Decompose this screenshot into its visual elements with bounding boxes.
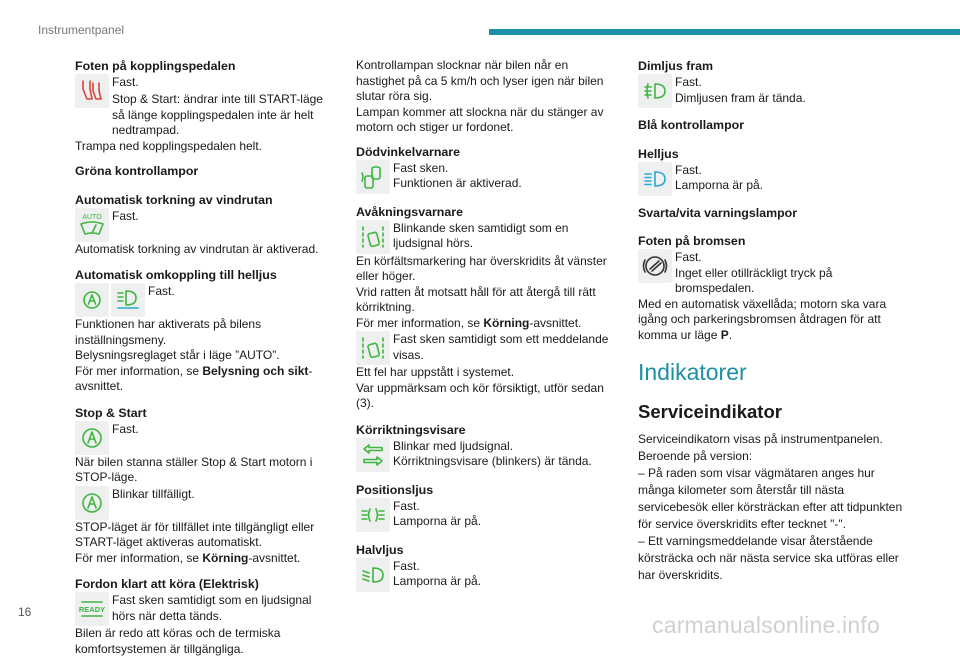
stop-start-a-line2: När bilen stanna ställer Stop & Start motorn i STOP-läge. [75, 454, 313, 484]
heading-service-indicator: Serviceindikator [638, 401, 782, 422]
stop-start-b-line1: Blinkar tillfälligt. [112, 486, 195, 501]
stop-start-ref: För mer information, se Körning-avsnittet. [75, 550, 301, 565]
ready-line1: Fast sken samtidigt som en ljudsignal hörs när detta tänds. [112, 593, 312, 623]
entry-clutch [75, 58, 337, 154]
lane-alert-b-line2: Ett fel har uppstått i systemet. [356, 365, 515, 379]
ready-badge: READY [78, 605, 106, 614]
position-lights-line2: Lamporna är på. [393, 514, 482, 528]
lane-departure-icon [356, 220, 390, 254]
turn-signals-line2: Körriktningsvisare (blinkers) är tända. [393, 454, 592, 468]
entry-brake-pedal [638, 233, 908, 343]
column-2 [356, 58, 618, 602]
auto-beam-icons [75, 283, 145, 317]
heading-high-beam: Helljus [638, 146, 679, 161]
col2-intro-1: Kontrollampan slocknar när bilen når en hastighet på ca 5 km/h och lyser igen när bilen slutar röra sig. [356, 58, 604, 103]
lane-alert-a-line2: En körfältsmarkering har överskridits åt vänster eller höger. [356, 253, 607, 283]
auto-wiper-icon [75, 208, 109, 242]
entry-wiper [75, 192, 337, 258]
heading-green-lamps: Gröna kontrollampor [75, 164, 199, 178]
position-lights-icon [356, 498, 390, 532]
heading-turn-signals: Körriktningsvisare [356, 422, 466, 437]
front-fog-line1: Fast. [675, 75, 702, 89]
brake-pedal-line3: Med en automatisk växellåda; motorn ska vara igång och parkeringsbromsen åtdragen för att komma ur läge P. [638, 296, 887, 342]
auto-beam-ref: För mer information, se Belysning och sikt-avsnittet. [75, 363, 313, 393]
blind-spot-line2: Funktionen är aktiverad. [393, 176, 522, 190]
high-beam-line1: Fast. [675, 162, 702, 177]
dipped-beam-icon [356, 558, 390, 592]
stop-start-a-line1: Fast. [112, 421, 139, 436]
entry-lane-alert [356, 204, 618, 412]
heading-blue-lamps: Blå kontrollampor [638, 118, 745, 132]
auto-beam-line2: Funktionen har aktiverats på bilens inställningsmeny. [75, 317, 262, 347]
service-para-1: Serviceindikatorn visas på instrumentpanelen. [638, 432, 883, 446]
auto-beam-a-icon [75, 283, 109, 317]
page-number: 16 [18, 605, 32, 619]
auto-beam-line3: Belysningsreglaget står i läge ”AUTO”. [75, 348, 280, 362]
blind-spot-icon [356, 160, 390, 194]
blind-spot-line1: Fast sken. [393, 160, 449, 175]
brake-pedal-line1: Fast. [675, 250, 702, 264]
lane-departure-fault-icon [356, 331, 390, 365]
page-header-title: Instrumentpanel [38, 23, 125, 37]
ready-icon [75, 592, 109, 626]
heading-blind-spot: Dödvinkelvarnare [356, 144, 460, 159]
entry-ready [75, 576, 337, 657]
ready-line2: Bilen är redo att köras och de termiska komfortsystemen är tillgängliga. [75, 626, 281, 656]
lane-alert-b-line3: Var uppmärksam och kör försiktigt, utför sedan (3). [356, 380, 604, 410]
heading-brake-pedal: Foten på bromsen [638, 234, 746, 248]
front-fog-line2: Dimljusen fram är tända. [675, 90, 806, 105]
header-accent-bar [489, 29, 960, 35]
lane-alert-b-line1: Fast sken samtidigt som ett meddelande visas. [393, 332, 609, 362]
entry-stop-start [75, 405, 337, 567]
entry-dipped-beam [356, 542, 618, 592]
lane-alert-a-line1: Blinkande sken samtidigt som en ljudsignal hörs. [393, 220, 569, 250]
wiper-line1: Fast. [112, 208, 139, 223]
entry-blind-spot [356, 144, 618, 194]
clutch-line3: Trampa ned kopplingspedalen helt. [75, 138, 263, 153]
service-para-4: – Ett varningsmeddelande visar återstående körsträcka och när nästa service ska utföras eller har överskridits. [638, 534, 899, 582]
lane-alert-ref: För mer information, se Körning-avsnittet. [356, 315, 582, 330]
service-para-2: Beroende på version: [638, 449, 753, 463]
high-beam-icon [638, 162, 672, 196]
lane-alert-a-line3: Vrid ratten åt motsatt håll för att återgå till rätt körriktning. [356, 284, 596, 314]
dipped-beam-line1: Fast. [393, 558, 420, 573]
heading-auto-beam: Automatisk omkoppling till helljus [75, 268, 277, 282]
heading-lane-alert: Avåkningsvarnare [356, 204, 463, 219]
watermark: carmanualsonline.info [652, 612, 880, 638]
stop-start-blink-icon [75, 486, 109, 520]
heading-bw-lamps: Svarta/vita varningslampor [638, 205, 798, 220]
entry-front-fog [638, 58, 908, 108]
col2-intro-2: Lampan kommer att slockna när du stänger av motorn och stiger ur fordonet. [356, 104, 604, 134]
clutch-pedal-icon [75, 74, 109, 108]
entry-turn-signals [356, 422, 618, 472]
service-para-3: – På raden som visar vägmätaren anges hur många kilometer som återstår till nästa servicebesök eller körsträckan efter att tidpunkten för service överskridits efter tecknet "-". [638, 466, 903, 531]
brake-pedal-line2: Inget eller otillräckligt tryck på bromspedalen. [675, 265, 833, 295]
brake-pedal-icon [638, 249, 672, 283]
position-lights-line1: Fast. [393, 498, 420, 513]
heading-ready: Fordon klart att köra (Elektrisk) [75, 577, 259, 591]
heading-dipped-beam: Halvljus [356, 542, 404, 557]
auto-beam-line1: Fast. [148, 284, 175, 298]
turn-signals-line1: Blinkar med ljudsignal. [393, 438, 514, 453]
clutch-line1: Fast. [112, 75, 139, 89]
high-beam-line2: Lamporna är på. [675, 178, 764, 192]
heading-position-lights: Positionsljus [356, 482, 434, 497]
auto-beam-headlamp-icon [111, 283, 145, 317]
heading-indicators: Indikatorer [638, 359, 747, 385]
stop-start-b-line2: STOP-läget är för tillfället inte tillgängligt eller START-läget aktiveras automatiskt. [75, 519, 315, 549]
wiper-line2: Automatisk torkning av vindrutan är aktiverad. [75, 241, 319, 256]
entry-high-beam [638, 146, 908, 196]
dipped-beam-line2: Lamporna är på. [393, 574, 482, 588]
heading-clutch: Foten på kopplingspedalen [75, 59, 236, 73]
entry-position-lights [356, 482, 618, 532]
column-1 [75, 58, 337, 667]
turn-signal-icon [356, 438, 390, 472]
stop-start-icon [75, 421, 109, 455]
heading-stop-start: Stop & Start [75, 405, 147, 420]
front-fog-icon [638, 74, 672, 108]
heading-wiper: Automatisk torkning av vindrutan [75, 192, 273, 207]
clutch-line2: Stop & Start: ändrar inte till START-läge så länge kopplingspedalen inte är helt nedtrampad. [112, 92, 323, 137]
column-3 [638, 58, 908, 584]
heading-front-fog: Dimljus fram [638, 59, 714, 73]
entry-auto-beam [75, 267, 337, 395]
auto-wiper-badge: AUTO [82, 213, 102, 221]
